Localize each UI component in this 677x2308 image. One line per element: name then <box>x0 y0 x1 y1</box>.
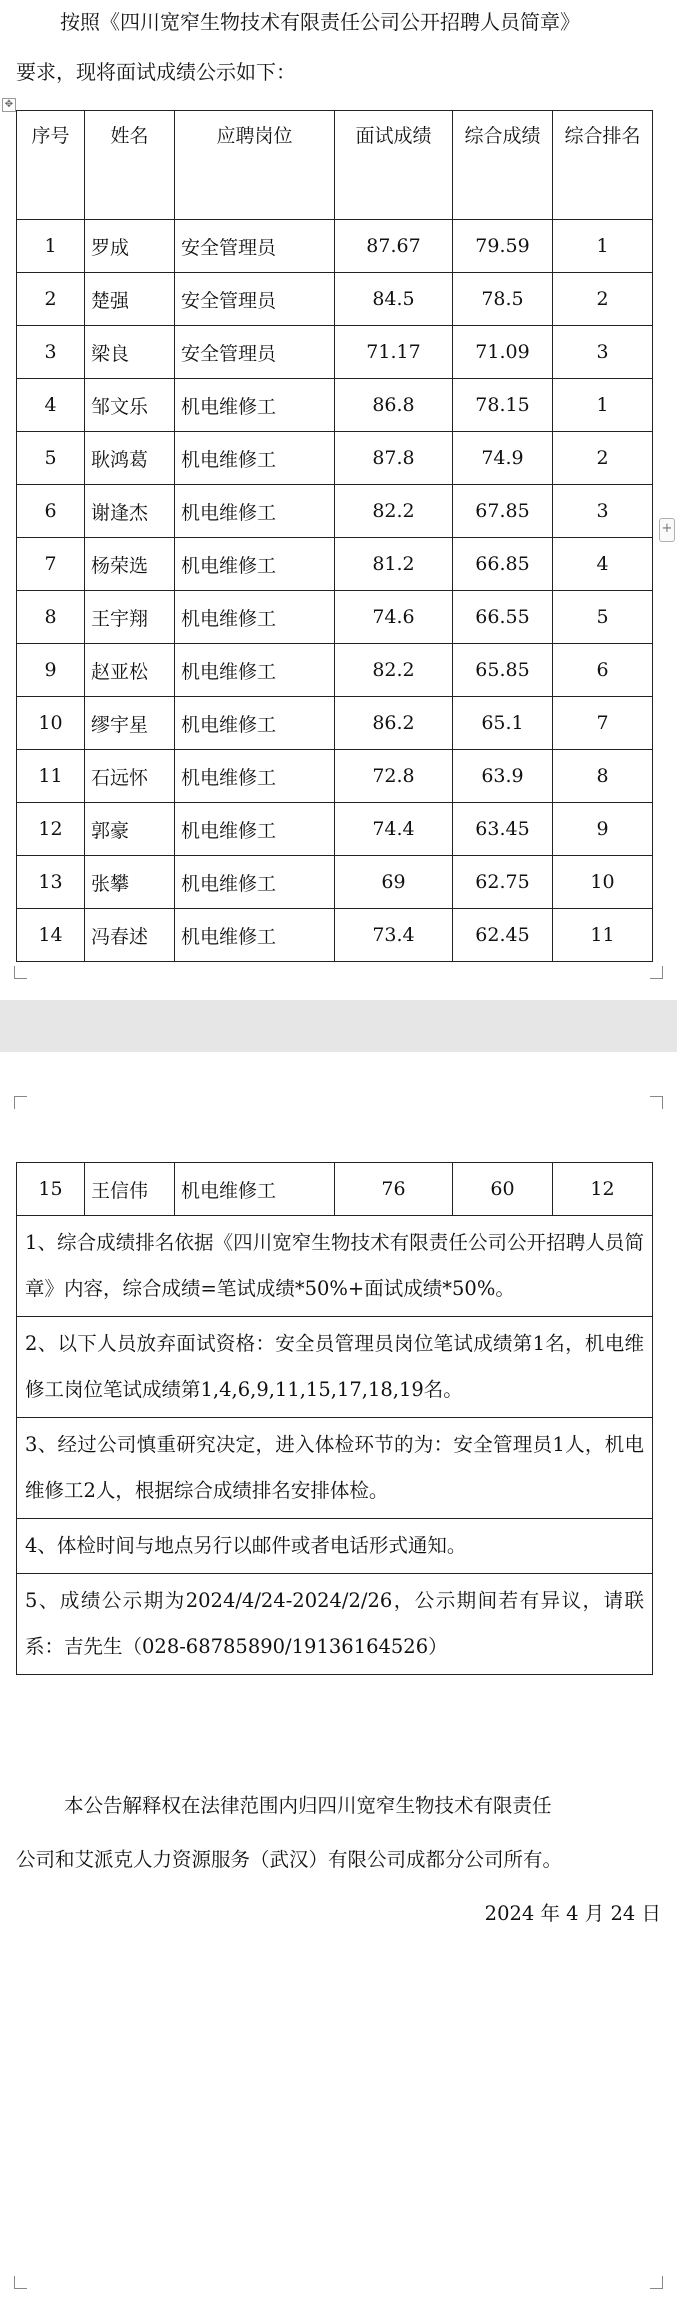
cell-rank: 10 <box>553 856 653 909</box>
table-row <box>17 697 653 750</box>
cell-no: 4 <box>17 379 85 432</box>
cell-position: 机电维修工 <box>175 432 335 485</box>
cell-rank: 11 <box>553 909 653 962</box>
cell-rank: 1 <box>553 220 653 273</box>
cell-rank: 5 <box>553 591 653 644</box>
cell-position: 机电维修工 <box>175 803 335 856</box>
cell-composite: 60 <box>453 1163 553 1216</box>
cell-no: 1 <box>17 220 85 273</box>
cell-interview: 69 <box>335 856 453 909</box>
cell-composite: 63.45 <box>453 803 553 856</box>
table-row <box>17 485 653 538</box>
page-gap <box>0 1000 677 1052</box>
closing-line-2: 公司和艾派克人力资源服务（武汉）有限公司成都分公司所有。 <box>16 1848 563 1871</box>
cell-composite: 66.85 <box>453 538 553 591</box>
note-row <box>17 1519 653 1574</box>
cell-no: 12 <box>17 803 85 856</box>
cell-position: 机电维修工 <box>175 591 335 644</box>
cell-composite: 65.85 <box>453 644 553 697</box>
intro-line-1: 按照《四川宽窄生物技术有限责任公司公开招聘人员简章》 <box>60 10 580 34</box>
cell-name: 王宇翔 <box>85 591 175 644</box>
note-2: 2、以下人员放弃面试资格：安全员管理员岗位笔试成绩第1名，机电维修工岗位笔试成绩第1,4,6,9,11,15,17,18,19名。 <box>17 1317 653 1418</box>
cell-rank: 4 <box>553 538 653 591</box>
cell-name: 梁良 <box>85 326 175 379</box>
cell-name: 赵亚松 <box>85 644 175 697</box>
cell-position: 机电维修工 <box>175 909 335 962</box>
cell-name: 楚强 <box>85 273 175 326</box>
cell-no: 15 <box>17 1163 85 1216</box>
cell-no: 5 <box>17 432 85 485</box>
cell-name: 郭豪 <box>85 803 175 856</box>
table-row <box>17 1163 653 1216</box>
page-corner-mark <box>14 2276 27 2289</box>
cell-position: 机电维修工 <box>175 379 335 432</box>
table-row <box>17 538 653 591</box>
cell-no: 11 <box>17 750 85 803</box>
cell-name: 王信伟 <box>85 1163 175 1216</box>
cell-position: 安全管理员 <box>175 273 335 326</box>
table-header-row <box>17 111 653 220</box>
header-interview: 面试成绩 <box>335 111 453 220</box>
cell-interview: 86.2 <box>335 697 453 750</box>
cell-composite: 62.45 <box>453 909 553 962</box>
cell-no: 9 <box>17 644 85 697</box>
page-corner-mark <box>14 966 27 979</box>
cell-name: 石远怀 <box>85 750 175 803</box>
cell-interview: 71.17 <box>335 326 453 379</box>
cell-rank: 6 <box>553 644 653 697</box>
note-5: 5、成绩公示期为2024/4/24-2024/2/26，公示期间若有异议，请联系：吉先生（028-68785890/19136164526） <box>17 1574 653 1675</box>
cell-rank: 3 <box>553 326 653 379</box>
cell-name: 张攀 <box>85 856 175 909</box>
table-row <box>17 644 653 697</box>
cell-no: 10 <box>17 697 85 750</box>
cell-no: 3 <box>17 326 85 379</box>
cell-position: 机电维修工 <box>175 856 335 909</box>
cell-position: 机电维修工 <box>175 750 335 803</box>
header-position: 应聘岗位 <box>175 111 335 220</box>
note-1: 1、综合成绩排名依据《四川宽窄生物技术有限责任公司公开招聘人员简章》内容，综合成绩=笔试成绩*50%+面试成绩*50%。 <box>17 1216 653 1317</box>
cell-name: 缪宇星 <box>85 697 175 750</box>
cell-composite: 74.9 <box>453 432 553 485</box>
cell-name: 冯春述 <box>85 909 175 962</box>
note-row <box>17 1216 653 1317</box>
cell-interview: 87.67 <box>335 220 453 273</box>
table-row <box>17 909 653 962</box>
header-no: 序号 <box>17 111 85 220</box>
cell-interview: 72.8 <box>335 750 453 803</box>
cell-interview: 76 <box>335 1163 453 1216</box>
cell-no: 6 <box>17 485 85 538</box>
cell-position: 机电维修工 <box>175 485 335 538</box>
scores-table-continued <box>16 1162 653 1675</box>
cell-position: 安全管理员 <box>175 220 335 273</box>
cell-rank: 12 <box>553 1163 653 1216</box>
note-3: 3、经过公司慎重研究决定，进入体检环节的为：安全管理员1人，机电维修工2人，根据综合成绩排名安排体检。 <box>17 1418 653 1519</box>
cell-interview: 86.8 <box>335 379 453 432</box>
cell-position: 机电维修工 <box>175 644 335 697</box>
cell-position: 安全管理员 <box>175 326 335 379</box>
page-corner-mark <box>650 1096 663 1109</box>
table-row <box>17 379 653 432</box>
table-row <box>17 220 653 273</box>
table-row <box>17 591 653 644</box>
cell-position: 机电维修工 <box>175 538 335 591</box>
cell-rank: 2 <box>553 273 653 326</box>
table-row <box>17 856 653 909</box>
cell-composite: 67.85 <box>453 485 553 538</box>
cell-interview: 73.4 <box>335 909 453 962</box>
cell-composite: 66.55 <box>453 591 553 644</box>
cell-rank: 7 <box>553 697 653 750</box>
cell-composite: 79.59 <box>453 220 553 273</box>
cell-rank: 9 <box>553 803 653 856</box>
cell-composite: 78.5 <box>453 273 553 326</box>
cell-no: 8 <box>17 591 85 644</box>
header-rank: 综合排名 <box>553 111 653 220</box>
table-row <box>17 750 653 803</box>
table-move-handle-icon[interactable]: ✥ <box>2 98 16 112</box>
cell-rank: 8 <box>553 750 653 803</box>
note-row <box>17 1418 653 1519</box>
table-row <box>17 803 653 856</box>
cell-name: 邹文乐 <box>85 379 175 432</box>
table-row <box>17 273 653 326</box>
cell-no: 7 <box>17 538 85 591</box>
cell-name: 谢逢杰 <box>85 485 175 538</box>
document-page-1 <box>0 0 677 1000</box>
closing-line-1: 本公告解释权在法律范围内归四川宽窄生物技术有限责任 <box>64 1794 552 1817</box>
cell-no: 2 <box>17 273 85 326</box>
cell-composite: 63.9 <box>453 750 553 803</box>
page-corner-mark <box>14 1096 27 1109</box>
note-4: 4、体检时间与地点另行以邮件或者电话形式通知。 <box>17 1519 653 1574</box>
cell-no: 14 <box>17 909 85 962</box>
page-corner-mark <box>650 2276 663 2289</box>
cell-interview: 74.4 <box>335 803 453 856</box>
cell-composite: 71.09 <box>453 326 553 379</box>
cell-interview: 74.6 <box>335 591 453 644</box>
intro-line-2: 要求，现将面试成绩公示如下： <box>16 60 296 84</box>
closing-date: 2024 年 4 月 24 日 <box>484 1902 661 1925</box>
header-name: 姓名 <box>85 111 175 220</box>
cell-name: 杨荣选 <box>85 538 175 591</box>
cell-interview: 82.2 <box>335 485 453 538</box>
cell-name: 罗成 <box>85 220 175 273</box>
add-column-icon[interactable]: + <box>659 518 675 542</box>
cell-name: 耿鸿葛 <box>85 432 175 485</box>
header-composite: 综合成绩 <box>453 111 553 220</box>
note-row <box>17 1574 653 1675</box>
cell-interview: 82.2 <box>335 644 453 697</box>
cell-rank: 1 <box>553 379 653 432</box>
cell-position: 机电维修工 <box>175 697 335 750</box>
page-corner-mark <box>650 966 663 979</box>
table-row <box>17 432 653 485</box>
cell-no: 13 <box>17 856 85 909</box>
scores-table <box>16 110 653 962</box>
cell-position: 机电维修工 <box>175 1163 335 1216</box>
cell-rank: 3 <box>553 485 653 538</box>
cell-composite: 78.15 <box>453 379 553 432</box>
cell-interview: 81.2 <box>335 538 453 591</box>
cell-interview: 87.8 <box>335 432 453 485</box>
table-row <box>17 326 653 379</box>
cell-interview: 84.5 <box>335 273 453 326</box>
cell-composite: 65.1 <box>453 697 553 750</box>
cell-rank: 2 <box>553 432 653 485</box>
note-row <box>17 1317 653 1418</box>
cell-composite: 62.75 <box>453 856 553 909</box>
